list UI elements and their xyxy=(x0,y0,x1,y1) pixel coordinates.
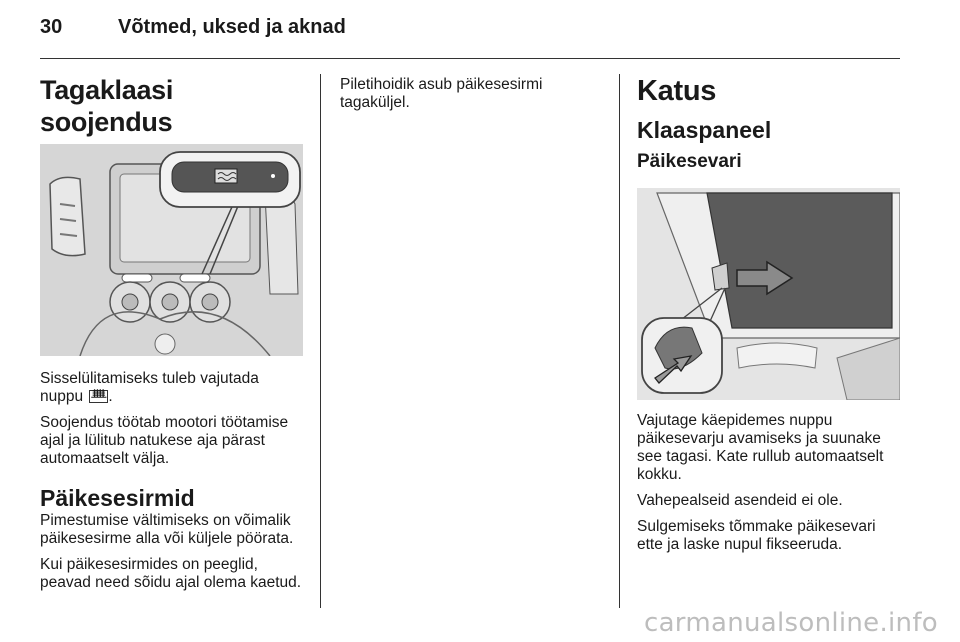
column-divider xyxy=(619,74,620,608)
column-1 xyxy=(40,74,303,592)
figure-dashboard-defrost-button xyxy=(40,144,303,356)
text-switch-on: Sisselülitamiseks tuleb vajutada nuppu ᚙ . xyxy=(40,370,259,405)
text-heating-operation: Soojendus töötab mootori töötamise ajal ja lülitub natukese aja pärast automaatselt välja. xyxy=(40,414,289,467)
column-2 xyxy=(340,74,605,112)
heading-sunblind: Päikesevari xyxy=(637,151,742,172)
text-no-intermediate: Vahepealseid asendeid ei ole. xyxy=(637,492,843,509)
figure-sunblind-handle xyxy=(637,188,900,400)
heading-roof: Katus xyxy=(637,75,717,107)
column-divider xyxy=(320,74,321,608)
text-ticket-holder: Piletihoidik asub päikesesirmi tagaküljel. xyxy=(340,76,543,111)
watermark: carmanualsonline.info xyxy=(643,608,938,638)
column-3 xyxy=(637,74,902,554)
text-close-sunblind: Sulgemiseks tõmmake päikesevari ette ja laske nupul fikseeruda. xyxy=(637,518,876,553)
chapter-title: Võtmed, uksed ja aknad xyxy=(118,16,346,38)
heading-glass-panel: Klaaspaneel xyxy=(637,117,772,143)
text-glare: Pimestumise vältimiseks on võimalik päikesesirme alla või küljele pöörata. xyxy=(40,512,294,547)
rear-defrost-icon: ᚙ xyxy=(91,389,107,404)
page-number: 30 xyxy=(40,16,63,38)
text-open-sunblind: Vajutage käepidemes nuppu päikesevarju avamiseks ja suunake see tagasi. Kate rullub automaatselt kokku. xyxy=(637,412,884,483)
page-header xyxy=(0,0,960,60)
heading-sun-visors: Päikesesirmid xyxy=(40,485,195,511)
heading-rear-window-heating: Tagaklaasi soojendus xyxy=(40,75,174,137)
text-mirrors: Kui päikesesirmides on peeglid, peavad need sõidu ajal olema kaetud. xyxy=(40,556,302,591)
header-rule xyxy=(40,58,900,59)
